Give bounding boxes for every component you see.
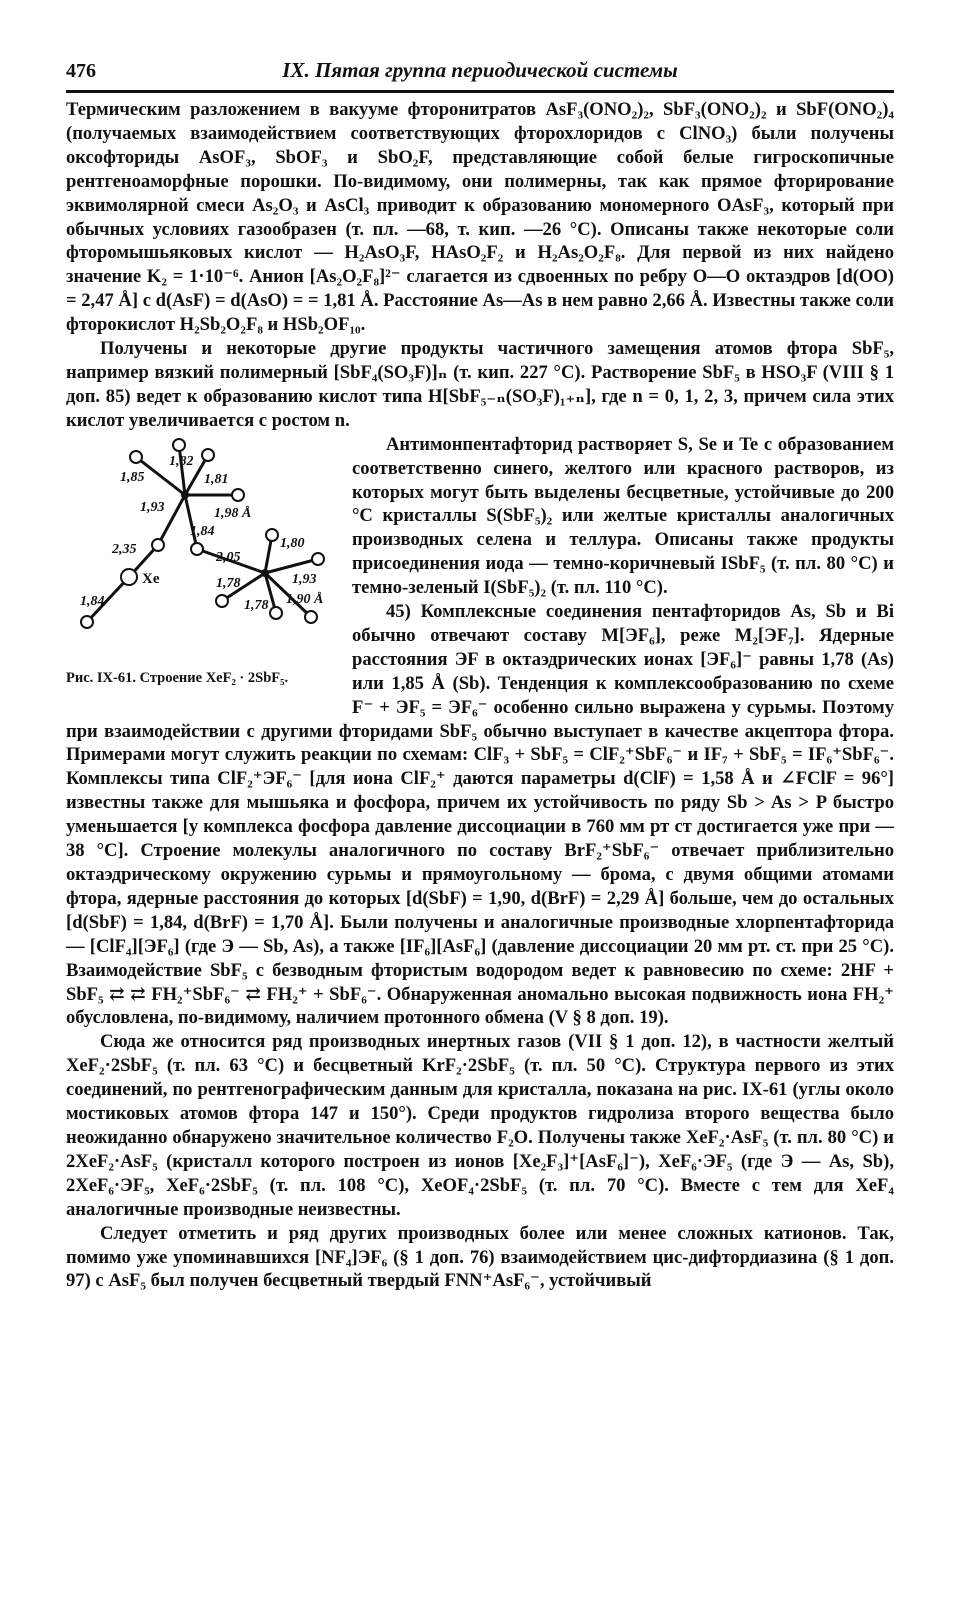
header-rule: [66, 90, 894, 93]
paragraph-oxofluorides: Термическим разложением в вакууме фторонитратов AsF₃(ONO₂)₂, SbF₃(ONO₂)₂ и SbF(ONO₂)₄ (получаемых взаимодействием соответствующих фторохлоридов с ClNO₃) были получены оксофториды AsOF₃, SbOF₃ и SbO₂F, представляющие собой белые гигроскопичные рентгеноаморфные порошки. По-видимому, они полимерны, так как прямое фторирование эквимолярной смеси As₂O₃ и AsCl₃ приводит к образованию мономерного OAsF₃, который при обычных условиях газообразен (т. пл. —68, т. кип. —26 °C). Описаны также некоторые соли фторомышьяковых кислот — H₂AsO₃F, HAsO₂F₂ и H₂As₂O₂F₈. Для первой из них найдено значение K₂ = 1·10⁻⁶. Анион [As₂O₂F₈]²⁻ слагается из сдвоенных по ребру O—O октаэдров [d(OO) = 2,47 Å] с d(AsF) = d(AsO) = = 1,81 Å. Расстояние As—As в нем равно 2,66 Å. Известны также соли фторокислот H₂Sb₂O₂F₈ и HSb₂OF₁₀.: [66, 99, 894, 336]
running-title: IX. Пятая группа периодической системы: [282, 58, 678, 82]
paragraph-note-45: 45) Комплексные соединения пентафторидов As, Sb и Bi обычно отвечают составу M[ЭF₆], реже M₂[ЭF₇]. Ядерные расстояния ЭF в октаэдрических ионах [ЭF₆]⁻ равны 1,78 (As) или 1,85 Å (Sb). Тенденция к комплексообразованию по схеме F⁻ + ЭF₅ = ЭF₆⁻ особенно сильно выражена у сурьмы. Поэтому при взаимодействии с другими фторидами SbF₅ обычно выступает в качестве акцептора фтора. Примерами могут служить реакции по схемам: ClF₃ + SbF₅ = ClF₂⁺SbF₆⁻ и IF₇ + SbF₅ = IF₆⁺SbF₆⁻. Комплексы типа ClF₂⁺ЭF₆⁻ [для иона ClF₂⁺ даются параметры d(ClF) = 1,58 Å и ∠FClF = 96°] известны также для мышьяка и фосфора, причем их устойчивость по ряду Sb > As > P быстро уменьшается [у комплекса фосфора давление диссоциации в 760 мм рт ст достигается уже при —38 °C]. Строение молекулы аналогичного по составу BrF₂⁺SbF₆⁻ отвечает приблизительно октаэдрическому окружению сурьмы и прямоугольному — брома, с двумя общими атомами фтора, ядерные расстояния до которых [d(SbF) = 1,90, d(BrF) = 2,29 Å] больше, чем до остальных [d(SbF) = 1,84, d(BrF) = 1,70 Å]. Были получены и аналогичные производные хлорпентафторида — [ClF₄][ЭF₆] (где Э — Sb, As), а также [IF₆][AsF₆] (давление диссоциации 20 мм рт. ст. при 25 °C). Взаимодействие SbF₅ с безводным фтористым водородом ведет к равновесию по схеме: 2HF + SbF₅ ⇄ ⇄ FH₂⁺SbF₆⁻ ⇄ FH₂⁺ + SbF₆⁻. Обнаруженная аномально высокая подвижность иона FH₂⁺ обусловлена, по-видимому, наличием протонного обмена (V § 8 доп. 19).: [66, 601, 894, 1029]
sb-atom-lower: [261, 569, 269, 577]
bond-length-label: 1,84: [80, 593, 105, 609]
figure-xef2-2sbf5: [66, 437, 348, 699]
paragraph-antimony-pentafluoride: Антимонпентафторид растворяет S, Se и Te с образованием соответственно синего, желтого или красного растворов, из которых могут быть выделены бесцветные, устойчивые до 200 °C кристаллы S(SbF₅)₂ или желтые кристаллы аналогичных производных селена и теллура. Описаны также продукты присоединения иода — темно-коричневый ISbF₅ (т. пл. 80 °C) и темно-зеленый I(SbF₅)₂ (т. пл. 110 °C).: [352, 433, 894, 599]
figure-caption: Рис. IX-61. Строение XeF₂ · 2SbF₅.: [66, 669, 289, 686]
paragraph-complex-cations: Следует отметить и ряд других производных более или менее сложных катионов. Так, помимо уже упоминавшихся [NF₄]ЭF₆ (§ 1 доп. 76) взаимодействием цис-дифтордиазина (§ 1 доп. 97) с AsF₅ был получен бесцветный твердый FNN⁺AsF₆⁻, устойчивый: [66, 1222, 894, 1292]
bond-length-label: 1,93: [140, 499, 165, 515]
xe-atom-label: Xe: [142, 570, 160, 587]
bond-length-label: 1,80: [280, 535, 305, 551]
bond-length-label: 1,78: [244, 597, 269, 613]
bond-length-label: 1,81: [204, 471, 229, 487]
bond-length-label: 1,98 Å: [214, 505, 252, 521]
bond-length-label: 1,82: [169, 453, 194, 469]
bond-length-label: 2,05: [216, 549, 241, 565]
bond-length-label: 1,78: [216, 575, 241, 591]
bond-length-label: 2,35: [112, 541, 137, 557]
bond-length-label: 1,85: [120, 469, 145, 485]
body-text: [66, 98, 894, 1293]
bond-length-label: 1,90 Å: [286, 591, 324, 607]
sb-atom-upper: [181, 491, 189, 499]
structure-diagram: [66, 437, 348, 667]
page-header: [66, 56, 894, 86]
bond-length-label: 1,84: [190, 523, 215, 539]
paragraph-substitution: Получены и некоторые другие продукты частичного замещения атомов фтора SbF₅, например вязкий полимерный [SbF₄(SO₃F)]ₙ (т. кип. 227 °C). Растворение SbF₅ в HSO₃F (VIII § 1 доп. 85) ведет к образованию кислот типа H[SbF₅₋ₙ(SO₃F)₁₊ₙ], где n = 0, 1, 2, 3, причем сила этих кислот увеличивается с ростом n.: [66, 338, 894, 431]
bond-length-label: 1,93: [292, 571, 317, 587]
paragraph-noble-gas-derivatives: Сюда же относится ряд производных инертных газов (VII § 1 доп. 12), в частности желтый XeF₂·2SbF₅ (т. пл. 63 °C) и бесцветный KrF₂·2SbF₅ (т. пл. 50 °C). Структура первого из этих соединений, по рентгенографическим данным для кристалла, показана на рис. IX-61 (углы около мостиковых атомов фтора 147 и 150°). Среди продуктов гидролиза второго вещества было неожиданно обнаружено значительное количество F₂O. Получены также XeF₂·AsF₅ (т. пл. 80 °C) и 2XeF₂·AsF₅ (кристалл которого построен из ионов [Xe₂F₃]⁺[AsF₆]⁻), XeF₆·ЭF₅ (где Э — As, Sb), 2XeF₆·ЭF₅, XeF₆·2SbF₅ (т. пл. 108 °C), XeOF₄·2SbF₅ (т. пл. 70 °C). Вместе с тем для XeF₄ аналогичные производные неизвестны.: [66, 1031, 894, 1220]
page-number: 476: [66, 60, 96, 82]
